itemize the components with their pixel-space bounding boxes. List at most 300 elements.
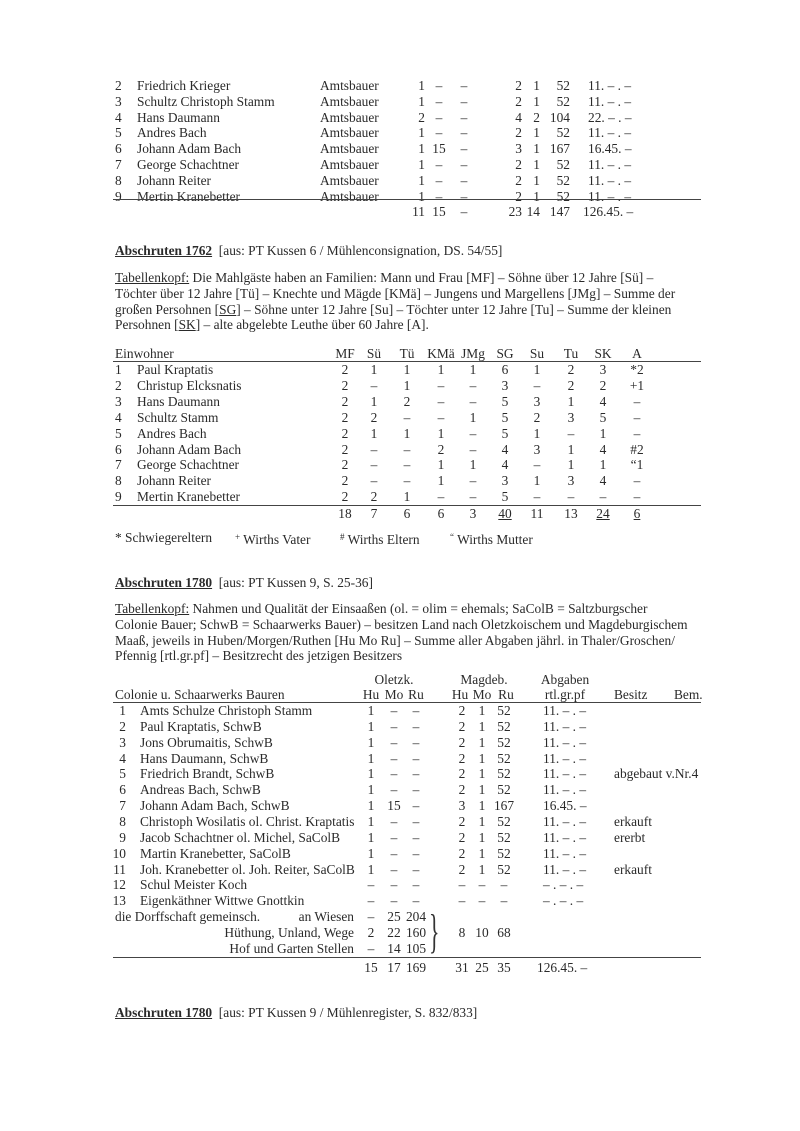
oletzk-value: 105 — [405, 940, 427, 956]
row-status: Amtsbauer — [320, 125, 379, 141]
row-value: 2 — [567, 377, 575, 393]
abgaben: 11. – . – — [588, 157, 632, 172]
total-value: 7 — [370, 506, 378, 521]
total-magdeb-mo: 14 — [526, 204, 540, 219]
oletzk-value: 1 — [367, 718, 375, 734]
oletzk-value: 1 — [367, 861, 375, 877]
row-value: 1 — [599, 425, 607, 441]
row-value: 5 — [501, 489, 509, 505]
row-number: 6 — [119, 782, 126, 798]
oletzk-hu: 1 — [418, 78, 425, 93]
row-number: 4 — [115, 109, 122, 125]
total-value: 13 — [564, 506, 578, 521]
total-magdeb-ru: 147 — [549, 204, 570, 219]
column-header-ru: Ru — [408, 687, 424, 702]
oletzk-value: – — [390, 718, 398, 734]
row-value: 2 — [437, 441, 445, 457]
magdeb-value: 2 — [458, 829, 466, 845]
besitz: erkauft — [614, 861, 652, 877]
oletzk-value: 1 — [367, 845, 375, 861]
row-number: 13 — [112, 893, 126, 909]
oletzk-mo: 15 — [432, 141, 446, 157]
row-value: 1 — [370, 393, 378, 409]
row-value: – — [403, 409, 411, 425]
magdeb-value: – — [500, 877, 508, 893]
table-description-1780 — [115, 601, 705, 664]
magdeb-value: 52 — [497, 734, 511, 750]
table-row — [0, 378, 800, 394]
desc-line: Colonie Bauer; SchwB = Schaarwerks Bauer) – besitzen Land nach Oletzkoischem und Magdeburgischem — [115, 616, 688, 632]
table-row — [0, 457, 800, 473]
row-value: 2 — [341, 393, 349, 409]
row-value: – — [437, 489, 445, 505]
abgaben: 22. – . – — [588, 109, 632, 125]
row-number: 8 — [119, 813, 126, 829]
row-value: 2 — [341, 377, 349, 393]
row-value: – — [370, 377, 378, 393]
footnote-mark: * — [115, 530, 122, 545]
table-row — [0, 766, 800, 782]
oletzk-value: 1 — [367, 750, 375, 766]
magdeb-value: – — [478, 877, 486, 893]
row-value: – — [567, 489, 575, 505]
desc-line: Maaß, jeweils in Huben/Morgen/Ruthen [Hu Mo Ru] – Summe aller Abgaben jährl. in Thaler/Groschen/ — [115, 632, 675, 648]
besitz: ererbt — [614, 829, 646, 845]
column-header: SG — [496, 346, 514, 361]
table-row — [0, 846, 800, 862]
row-name: Christup Elcksnatis — [137, 377, 242, 393]
section-header-1762 — [115, 243, 502, 259]
magdeb-value: 8 — [458, 924, 466, 940]
row-name: Schul Meister Koch — [140, 877, 248, 893]
row-value: 3 — [567, 473, 575, 489]
desc-line: Nahmen und Qualität der Einsaaßen (ol. = olim = ehemals; SaColB = Saltzburgscher — [189, 601, 648, 616]
oletzk-value: – — [412, 893, 420, 909]
magdeb-hu: 3 — [515, 141, 522, 157]
row-name: Joh. Kranebetter ol. Joh. Reiter, SaColB — [140, 861, 355, 877]
oletzk-value: 15 — [387, 798, 401, 814]
table-row — [0, 173, 800, 189]
oletzk-mo: – — [435, 172, 443, 188]
oletzk-mo: – — [435, 188, 443, 204]
row-number: 11 — [113, 861, 126, 877]
row-name: Hans Daumann — [137, 109, 220, 125]
desc-line: Die Mahlgäste haben an Familien: Mann und Frau [MF] – Söhne über 12 Jahre [Sü] – — [189, 270, 654, 285]
row-name: Jacob Schachtner ol. Michel, SaColB — [140, 829, 341, 845]
row-name: Hans Daumann — [137, 393, 220, 409]
row-value: 1 — [403, 377, 411, 393]
magdeb-value: – — [478, 893, 486, 909]
column-header: JMg — [461, 346, 485, 361]
row-value: – — [599, 489, 607, 505]
oletzk-mo: – — [435, 157, 443, 172]
total-oletzk: 169 — [405, 960, 427, 975]
row-name: Andres Bach — [137, 425, 207, 441]
abgaben: – . – . – — [543, 893, 584, 909]
row-name: Johann Adam Bach — [137, 141, 242, 157]
column-header-einwohner: Einwohner — [115, 346, 174, 361]
oletzk-value: – — [390, 877, 398, 893]
oletzk-value: – — [390, 861, 398, 877]
table-rule — [113, 199, 701, 200]
oletzk-hu: 1 — [418, 125, 425, 141]
magdeb-value: 1 — [478, 829, 486, 845]
magdeb-value: – — [458, 893, 466, 909]
row-name: Martin Kranebetter, SaColB — [140, 845, 291, 861]
table-row — [0, 877, 800, 893]
row-value: – — [533, 377, 541, 393]
section-source: [aus: PT Kussen 6 / Mühlenconsignation, DS. 54/55] — [218, 243, 503, 258]
oletzk-value: – — [412, 703, 420, 718]
row-name: Johann Adam Bach, SchwB — [140, 798, 290, 814]
desc-line: großen Persohnen [SG] – Söhne unter 12 Jahre [Su] – Töchter unter 12 Jahre [Tu] – Summe der kleinen — [115, 301, 672, 317]
total-value: 6 — [437, 506, 445, 521]
row-name: Johann Reiter — [137, 172, 212, 188]
row-status: Amtsbauer — [320, 172, 379, 188]
magdeb-value: 1 — [478, 782, 486, 798]
row-number: 3 — [115, 393, 122, 409]
row-value: 1 — [469, 409, 477, 425]
row-value: 2 — [341, 409, 349, 425]
magdeb-hu: 2 — [515, 188, 522, 204]
row-value: – — [469, 489, 477, 505]
oletzk-value: 1 — [367, 734, 375, 750]
magdeb-value: 1 — [478, 813, 486, 829]
footnote-mark: “ — [450, 532, 454, 542]
row-number: 6 — [115, 141, 122, 157]
oletzk-value: – — [412, 829, 420, 845]
group-header-abgaben: Abgaben — [540, 672, 590, 687]
magdeb-value: 52 — [497, 703, 511, 718]
total-value: 11 — [530, 506, 544, 521]
column-header: KMä — [427, 346, 455, 361]
column-header-hu: Hu — [362, 687, 380, 702]
row-value: 1 — [533, 473, 541, 489]
row-value: 1 — [469, 362, 477, 377]
total-value: 6 — [633, 506, 641, 521]
magdeb-ru: 52 — [556, 157, 570, 172]
oletzk-value: 2 — [367, 924, 375, 940]
row-number: 7 — [115, 157, 122, 172]
magdeb-value: 1 — [478, 750, 486, 766]
magdeb-mo: 1 — [533, 78, 540, 93]
magdeb-value: 52 — [497, 845, 511, 861]
row-value: 2 — [370, 489, 378, 505]
oletzk-mo: – — [435, 78, 443, 93]
total-value: 24 — [596, 506, 610, 521]
total-value: 18 — [338, 506, 352, 521]
abgaben: 11. – . – — [588, 172, 632, 188]
row-value: – — [533, 457, 541, 473]
row-number: 3 — [119, 734, 126, 750]
row-name: Friedrich Krieger — [137, 78, 231, 93]
magdeb-mo: 1 — [533, 93, 540, 109]
row-value: 1 — [567, 441, 575, 457]
magdeb-ru: 52 — [556, 125, 570, 141]
section-header-1780-muehlenregister — [115, 1005, 477, 1021]
group-header-magdeb: Magdeb. — [460, 672, 508, 687]
footnote-text: Wirths Vater — [240, 532, 311, 547]
row-value: – — [469, 425, 477, 441]
magdeb-value: 167 — [493, 798, 515, 814]
row-value: 5 — [599, 409, 607, 425]
row-number: 10 — [112, 845, 126, 861]
table-row — [0, 814, 800, 830]
oletzk-value: 1 — [367, 798, 375, 814]
column-header-hu: Hu — [451, 687, 469, 702]
common-land-item: Hof und Garten Stellen — [229, 940, 354, 956]
magdeb-value: 1 — [478, 861, 486, 877]
besitz: abgebaut v.Nr.4 — [614, 766, 699, 782]
table-row — [0, 703, 800, 719]
magdeb-mo: 2 — [533, 109, 540, 125]
table-row — [0, 893, 800, 909]
magdeb-hu: 2 — [515, 157, 522, 172]
total-abgaben: 126.45. – — [583, 204, 634, 219]
row-status: Amtsbauer — [320, 141, 379, 157]
row-number: 1 — [115, 362, 122, 377]
common-land-item: Hüthung, Unland, Wege — [224, 924, 354, 940]
table-total-row — [0, 960, 800, 976]
row-name: Mertin Kranebetter — [137, 489, 240, 505]
oletzk-value: 1 — [367, 782, 375, 798]
magdeb-hu: 2 — [515, 125, 522, 141]
magdeb-value: 2 — [458, 813, 466, 829]
total-value: 3 — [469, 506, 477, 521]
oletzk-mo: – — [435, 109, 443, 125]
row-value: 3 — [501, 377, 509, 393]
magdeb-mo: 1 — [533, 141, 540, 157]
row-value: – — [633, 393, 641, 409]
oletzk-value: 160 — [405, 924, 427, 940]
row-value: 6 — [501, 362, 509, 377]
table-row — [0, 489, 800, 505]
row-value: 3 — [533, 441, 541, 457]
row-value: 1 — [403, 425, 411, 441]
magdeb-ru: 52 — [556, 188, 570, 204]
magdeb-value: 2 — [458, 766, 466, 782]
magdeb-hu: 2 — [515, 78, 522, 93]
row-number: 5 — [115, 425, 122, 441]
total-value: 40 — [498, 506, 512, 521]
oletzk-value: 1 — [367, 703, 375, 718]
footnote-text: Wirths Mutter — [454, 532, 533, 547]
table-row — [0, 782, 800, 798]
oletzk-value: 1 — [367, 813, 375, 829]
oletzk-value: – — [390, 813, 398, 829]
abgaben: 11. – . – — [543, 813, 587, 829]
row-name: Johann Reiter — [137, 473, 212, 489]
common-land-row — [0, 941, 800, 957]
oletzk-value: 25 — [387, 909, 401, 925]
abgaben: 16.45. – — [588, 141, 632, 157]
row-value: 1 — [403, 362, 411, 377]
oletzk-value: 204 — [405, 909, 427, 925]
row-value: – — [403, 473, 411, 489]
column-header: Su — [529, 346, 545, 361]
magdeb-value: 52 — [497, 813, 511, 829]
table-row — [0, 426, 800, 442]
abgaben: 11. – . – — [543, 829, 587, 845]
oletzk-value: 1 — [367, 766, 375, 782]
row-name: Eigenkäthner Wittwe Gnottkin — [140, 893, 305, 909]
oletzk-ru: – — [460, 172, 468, 188]
row-value: – — [370, 473, 378, 489]
desc-label: Tabellenkopf: — [115, 270, 190, 285]
table-row — [0, 110, 800, 126]
abgaben: 11. – . – — [543, 782, 587, 798]
oletzk-ru: – — [460, 141, 468, 157]
oletzk-value: – — [412, 766, 420, 782]
table-row — [0, 735, 800, 751]
table-header-rule — [113, 361, 701, 362]
row-value: – — [567, 425, 575, 441]
footnote-text: Wirths Eltern — [344, 532, 420, 547]
row-value: 1 — [370, 425, 378, 441]
magdeb-value: 2 — [458, 718, 466, 734]
row-value: “1 — [630, 457, 644, 473]
row-name: Andres Bach — [137, 125, 207, 141]
oletzk-value: – — [390, 829, 398, 845]
row-value: 2 — [533, 409, 541, 425]
row-number: 9 — [115, 188, 122, 204]
oletzk-hu: 1 — [418, 141, 425, 157]
total-abgaben: 126.45. – — [537, 960, 588, 975]
magdeb-value: 52 — [497, 750, 511, 766]
table-row — [0, 798, 800, 814]
row-value: – — [437, 393, 445, 409]
magdeb-hu: 2 — [515, 172, 522, 188]
row-status: Amtsbauer — [320, 157, 379, 172]
oletzk-value: – — [412, 750, 420, 766]
table-header-row — [0, 346, 800, 362]
abgaben: 11. – . – — [588, 188, 632, 204]
row-value: 2 — [341, 425, 349, 441]
row-value: – — [437, 409, 445, 425]
oletzk-mo: – — [435, 125, 443, 141]
magdeb-mo: 1 — [533, 157, 540, 172]
section-heading: Abschruten 1780 — [115, 1005, 213, 1020]
row-value: 3 — [567, 409, 575, 425]
oletzk-value: – — [412, 798, 420, 814]
row-value: 5 — [501, 393, 509, 409]
row-value: 1 — [437, 362, 445, 377]
row-value: 5 — [501, 425, 509, 441]
magdeb-value: 10 — [475, 924, 489, 940]
row-number: 5 — [115, 125, 122, 141]
row-value: 4 — [501, 441, 509, 457]
footnote — [235, 530, 310, 548]
row-value: – — [403, 457, 411, 473]
oletzk-value: – — [412, 718, 420, 734]
row-number: 2 — [115, 78, 122, 93]
oletzk-value: 22 — [387, 924, 401, 940]
table-row — [0, 125, 800, 141]
magdeb-value: 68 — [497, 924, 511, 940]
oletzk-hu: 1 — [418, 188, 425, 204]
common-land-row — [0, 925, 800, 941]
table-row — [0, 189, 800, 205]
row-value: #2 — [630, 441, 644, 457]
section-source: [aus: PT Kussen 9, S. 25-36] — [218, 575, 373, 590]
row-value: +1 — [629, 377, 645, 393]
row-value: 2 — [341, 441, 349, 457]
magdeb-value: 2 — [458, 845, 466, 861]
magdeb-value: 1 — [478, 703, 486, 718]
oletzk-value: – — [390, 703, 398, 718]
footnote — [450, 530, 533, 548]
magdeb-mo: 1 — [533, 172, 540, 188]
oletzk-value: – — [412, 877, 420, 893]
row-name: Paul Kraptatis, SchwB — [140, 718, 262, 734]
table-row — [0, 141, 800, 157]
table-row — [0, 362, 800, 378]
row-value: – — [370, 457, 378, 473]
magdeb-value: 3 — [458, 798, 466, 814]
row-value: 3 — [501, 473, 509, 489]
table-row — [0, 157, 800, 173]
row-value: – — [633, 473, 641, 489]
row-value: 2 — [567, 362, 575, 377]
table-row — [0, 78, 800, 94]
row-value: 1 — [533, 362, 541, 377]
column-header-besitz: Besitz — [614, 687, 648, 702]
oletzk-value: – — [390, 766, 398, 782]
magdeb-value: 52 — [497, 782, 511, 798]
magdeb-value: – — [500, 893, 508, 909]
table-row — [0, 94, 800, 110]
row-value: – — [403, 441, 411, 457]
total-value: 6 — [403, 506, 411, 521]
magdeb-value: 52 — [497, 718, 511, 734]
row-name: Christoph Wosilatis ol. Christ. Kraptatis — [140, 813, 355, 829]
table-row — [0, 442, 800, 458]
magdeb-value: 1 — [478, 845, 486, 861]
row-status: Amtsbauer — [320, 109, 379, 125]
total-magdeb-hu: 23 — [508, 204, 522, 219]
oletzk-value: – — [367, 893, 375, 909]
oletzk-value: 1 — [367, 829, 375, 845]
magdeb-ru: 52 — [556, 78, 570, 93]
abgaben: 11. – . – — [588, 78, 632, 93]
total-oletzk-ru: – — [460, 204, 468, 219]
magdeb-value: 52 — [497, 829, 511, 845]
total-oletzk-hu: 11 — [412, 204, 425, 219]
table-rule — [113, 505, 701, 506]
magdeb-value: 52 — [497, 766, 511, 782]
row-value: 1 — [437, 473, 445, 489]
row-value: – — [533, 489, 541, 505]
row-value: – — [437, 377, 445, 393]
abgaben: 11. – . – — [588, 93, 632, 109]
common-land-label: die Dorffschaft gemeinsch. — [115, 909, 261, 925]
row-value: 1 — [403, 489, 411, 505]
row-value: 3 — [599, 362, 607, 377]
total-oletzk-mo: 15 — [432, 204, 446, 219]
row-number: 6 — [115, 441, 122, 457]
footnote — [340, 530, 420, 548]
magdeb-value: 1 — [478, 766, 486, 782]
magdeb-value: 2 — [458, 861, 466, 877]
section-source: [aus: PT Kussen 9 / Mühlenregister, S. 832/833] — [218, 1005, 478, 1020]
table-row — [0, 719, 800, 735]
column-header-mo: Mo — [472, 687, 492, 702]
row-name: Jons Obrumaitis, SchwB — [140, 734, 273, 750]
magdeb-value: 2 — [458, 734, 466, 750]
row-name: Amts Schulze Christoph Stamm — [140, 703, 313, 718]
column-header-rtl: rtl.gr.pf — [544, 687, 586, 702]
column-header: Tü — [399, 346, 415, 361]
